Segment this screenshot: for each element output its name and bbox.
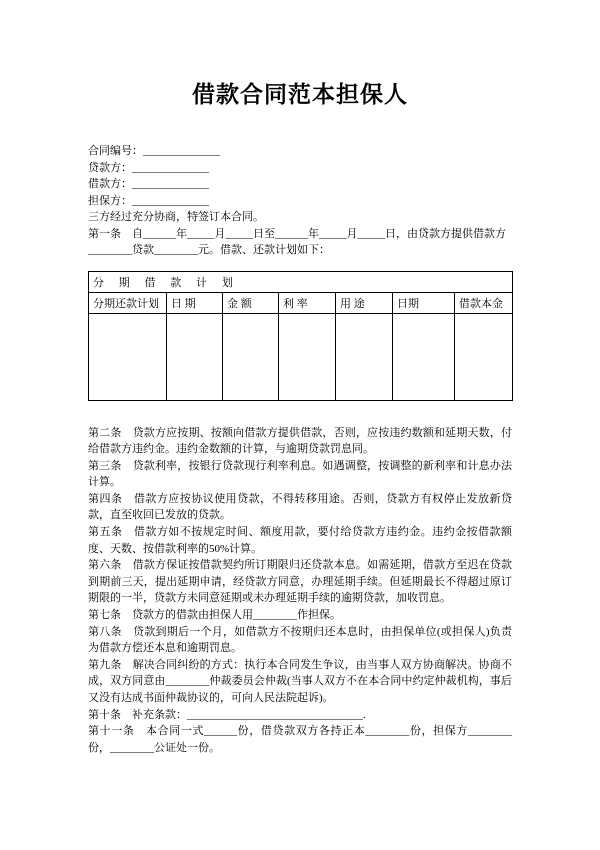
guarantor-line xyxy=(88,193,512,210)
clause-2: 第二条 贷款方应按期、按额向借款方提供借款，否则，应按违约数额和延期天数，付给借款方违约金。违约金数额的计算，与逾期贷款罚息同。 xyxy=(88,426,512,456)
borrower-label: 借款方： xyxy=(88,178,132,190)
table-empty-row xyxy=(89,313,513,400)
table-title: 分 期 借 款 计 划 xyxy=(89,271,513,292)
contract-clauses xyxy=(88,425,512,757)
empty-cell xyxy=(167,313,223,400)
borrower-blank: ______________ xyxy=(132,178,209,190)
empty-cell xyxy=(455,313,513,400)
col-header-amount: 金 额 xyxy=(223,292,279,313)
clause-5: 第五条 借款方如不按规定时间、额度用款，要付给贷款方违约金。违约金按借款额度、天数、按借款利率的50%计算。 xyxy=(88,526,512,555)
contract-number-label: 合同编号： xyxy=(88,145,143,157)
col-header-date-2: 日期 xyxy=(393,292,455,313)
clause-3: 第三条 贷款利率，按银行贷款现行利率利息。如遇调整，按调整的新利率和计息办法计算。 xyxy=(88,459,512,489)
col-header-principal: 借款本金 xyxy=(455,292,513,313)
clause-8: 第八条 贷款到期后一个月，如借款方不按期归还本息时，由担保单位(或担保人)负责为借款方偿还本息和逾期罚息。 xyxy=(88,625,512,655)
document-title: 借款合同范本担保人 xyxy=(192,82,408,107)
col-header-purpose: 用 途 xyxy=(336,292,393,313)
clause-7: 第七条 贷款方的借款由担保人用________作担保。 xyxy=(88,609,341,622)
clause-10: 第十条 补充条款：________________________________. xyxy=(88,708,366,721)
col-header-interest-rate: 利 率 xyxy=(279,292,336,313)
guarantor-blank: ______________ xyxy=(132,194,209,207)
clause-4: 第四条 借款方应按协议使用贷款，不得转移用途。否则，贷款方有权停止发放新贷款，直至收回已发放的贷款。 xyxy=(88,492,512,522)
lender-blank: ______________ xyxy=(132,161,209,174)
contract-number-blank: ______________ xyxy=(143,145,220,157)
table-header-row xyxy=(89,292,513,313)
col-header-date: 日 期 xyxy=(167,292,223,313)
lender-line xyxy=(88,160,512,177)
intro-sentence: 三方经过充分协商，特签订本合同。 xyxy=(88,211,264,223)
contract-number-line xyxy=(88,143,512,160)
empty-cell xyxy=(336,313,393,400)
clause-1: 第一条 自______年_____月_____日至______年_____月_____日，由贷款方提供借款方________贷款________元。借款、还款计划如下： xyxy=(88,227,506,256)
col-header-repayment-plan: 分期还款计划 xyxy=(89,292,167,313)
clause-9: 第九条 解决合同纠纷的方式：执行本合同发生争议，由当事人双方协商解决。协商不成，双方同意由________仲裁委员会仲裁(当事人双方不在本合同中约定仲裁机构，事后又没有达成书面仲裁协议的，可向人民法院起诉)。 xyxy=(88,658,512,704)
installment-loan-plan-table xyxy=(88,271,513,401)
empty-cell xyxy=(393,313,455,400)
clause-11: 第十一条 本合同一式______份，借贷款双方各持正本________份，担保方________份，________公证处一份。 xyxy=(88,725,512,754)
empty-cell xyxy=(223,313,279,400)
empty-cell xyxy=(279,313,336,400)
table-title-row xyxy=(89,271,513,292)
clause-6: 第六条 借款方保证按借款契约所订期限归还贷款本息。如需延期，借款方至迟在贷款到期前三天，提出延期申请，经贷款方同意，办理延期手续。但延期最长不得超过原订期限的一半，贷款方未同意延期或未办理延期手续的逾期贷款，加收罚息。 xyxy=(88,559,512,605)
empty-cell xyxy=(89,313,167,400)
contract-header-fields xyxy=(88,143,512,209)
lender-label: 贷款方： xyxy=(88,161,132,174)
borrower-line xyxy=(88,176,512,193)
guarantor-label: 担保方： xyxy=(88,194,132,207)
